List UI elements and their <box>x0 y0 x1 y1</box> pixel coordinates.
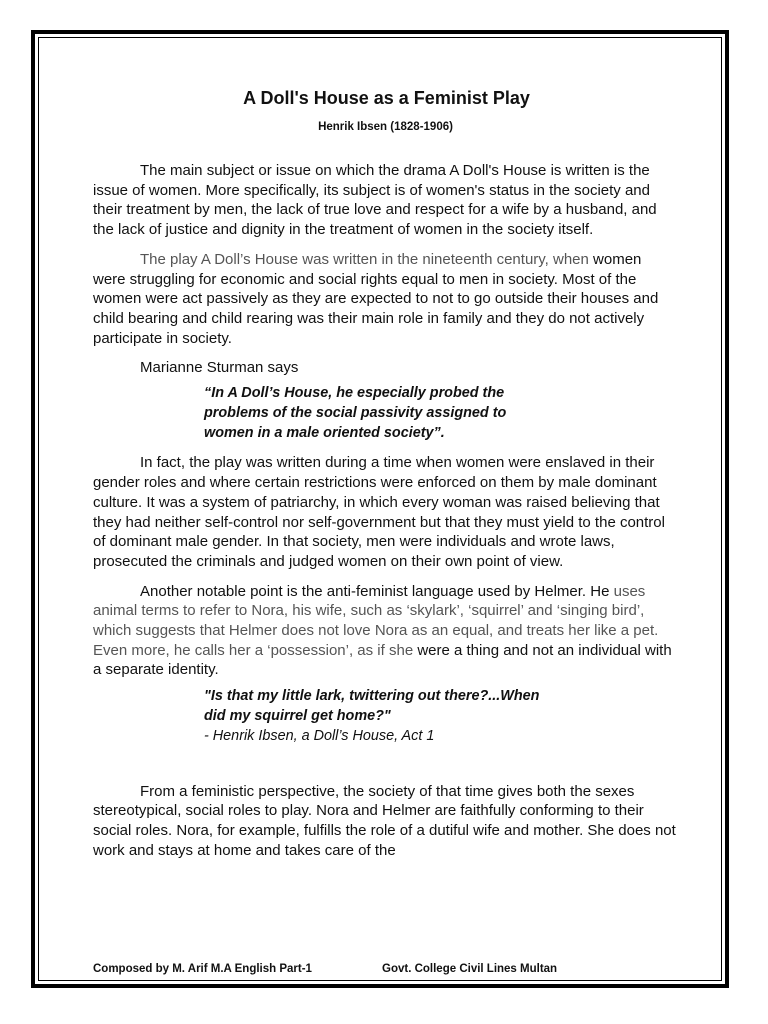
document-subtitle: Henrik Ibsen (1828-1906) <box>318 121 453 133</box>
paragraph-5-middle: uses animal terms to refer to Nora, his wife, such as ‘skylark’, ‘squirrel’ and ‘singing bird’, which suggests that Helmer does not love Nora as an equal, and treats her like a pet. Even more, he calls her a ‘possession’, as if she <box>93 582 659 659</box>
page-footer <box>93 963 678 975</box>
quote-sturman-end: . <box>440 424 445 441</box>
paragraph-2-rest: women were struggling for economic and social rights equal to men in society. Most of the women were act passively as they are expected to not to go outside their houses and child bearing and child rearing was their main role in family and they do not actively participate in society. <box>93 250 659 347</box>
paragraph-2-first-line: The play A Doll’s House was written in the nineteenth century, when <box>140 250 589 268</box>
quote-sturman-text: “In A Doll’s House, he especially probed the problems of the social passivity assigned to women in a male oriented society” <box>204 385 507 441</box>
quote-helmer-source: - Henrik Ibsen, a Doll’s House, Act 1 <box>204 727 435 744</box>
paragraph-6: From a feministic perspective, the society of that time gives both the sexes stereotypical, social roles to play. Nora and Helmer are faithfully conforming to their social roles. Nora, for example, fulfills the role of a dutiful wife and mother. She does not work and stays at home and takes care of the <box>93 782 676 859</box>
paragraph-1: The main subject or issue on which the drama A Doll's House is written is the issue of women. More specifically, its subject is of women's status in the society and their treatment by men, the lack of true love and respect for a wife by a husband, and the lack of justice and dignity in the treatment of women in the society itself. <box>93 162 657 239</box>
paragraph-5 <box>93 582 678 681</box>
footer-author: Composed by M. Arif M.A English Part-1 <box>93 963 312 975</box>
document-body <box>93 86 678 860</box>
document-title: A Doll's House as a Feminist Play <box>243 88 530 108</box>
paragraph-2 <box>93 250 678 349</box>
paragraph-5-end: were a thing and not an individual with a separate identity. <box>93 641 672 679</box>
quote-helmer <box>204 687 564 746</box>
paragraph-5-first-line: Another notable point is the anti-feminist language used by Helmer. He <box>140 582 610 600</box>
paragraph-4: In fact, the play was written during a time when women were enslaved in their gender roles and where certain restrictions were enforced on them by male dominant culture. It was a system of patriarchy, in which every woman was raised believing that they had neither self-control nor self-government but that they must yield to the control of dominant male gender. In that society, men were individuals and wrote laws, prosecuted the criminals and judged women on their own point of view. <box>93 454 665 570</box>
paragraph-3: Marianne Sturman says <box>140 359 299 377</box>
quote-sturman <box>204 384 544 443</box>
quote-helmer-text: "Is that my little lark, twittering out there?...When did my squirrel get home?" <box>204 688 540 724</box>
footer-college: Govt. College Civil Lines Multan <box>382 963 558 975</box>
